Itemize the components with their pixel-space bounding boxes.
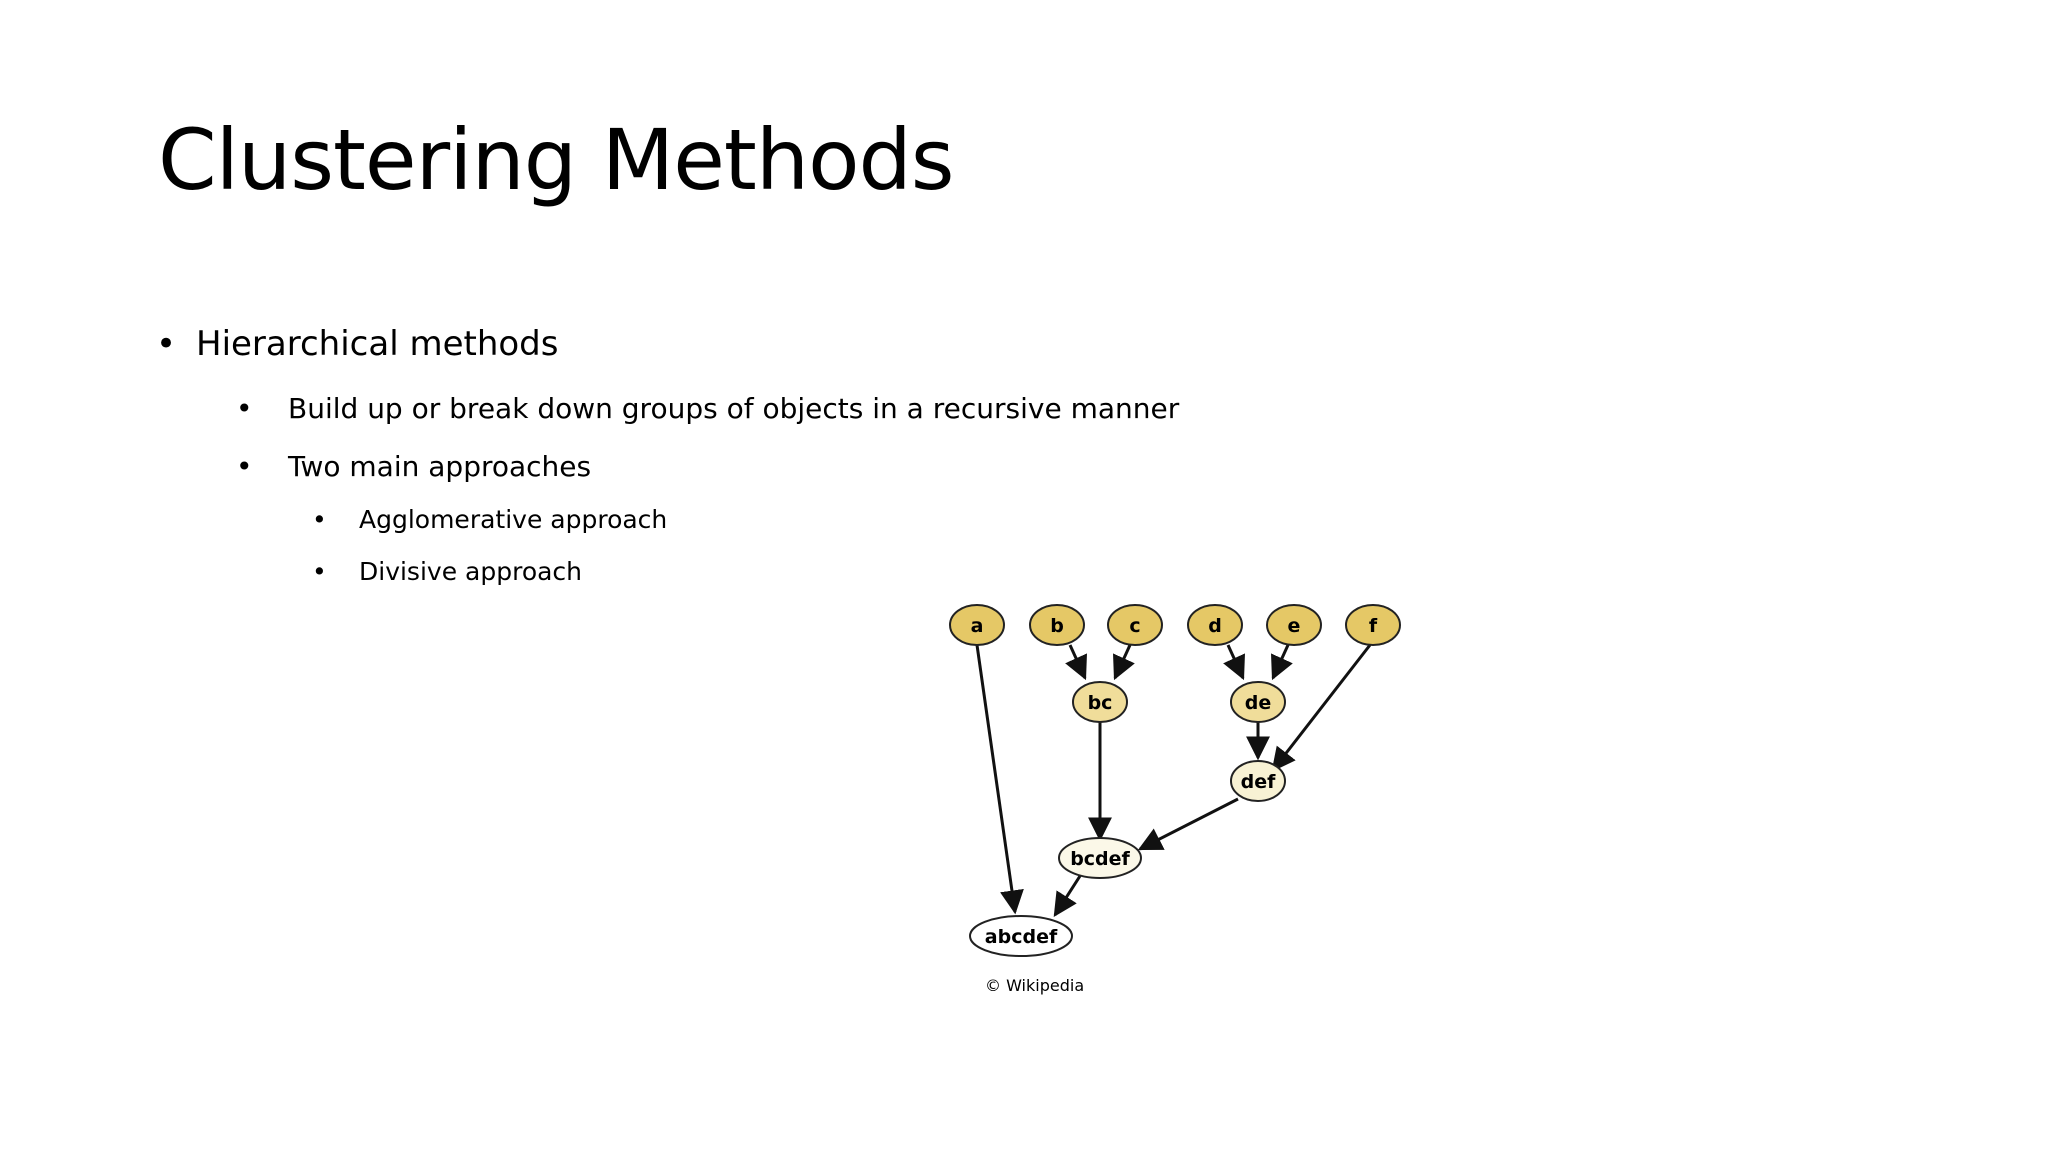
node-label-def: def bbox=[1240, 771, 1276, 793]
node-abcdef bbox=[970, 916, 1072, 956]
node-label-bcdef: bcdef bbox=[1070, 848, 1130, 870]
node-label-a: a bbox=[970, 615, 984, 637]
node-bc bbox=[1073, 682, 1127, 722]
bullet-text: Build up or break down groups of objects in a recursive manner bbox=[288, 392, 1180, 425]
node-label-bc: bc bbox=[1087, 692, 1113, 714]
hierarchical-clustering-diagram bbox=[920, 585, 1440, 995]
bullet-icon: • bbox=[312, 505, 327, 534]
edge-bcdef-abcdef bbox=[1055, 876, 1080, 915]
bullet-hierarchical-methods bbox=[156, 324, 558, 364]
node-def bbox=[1231, 761, 1285, 801]
node-label-c: c bbox=[1129, 615, 1141, 637]
node-de bbox=[1231, 682, 1285, 722]
node-c bbox=[1108, 605, 1162, 645]
node-f bbox=[1346, 605, 1400, 645]
slide-title: Clustering Methods bbox=[158, 111, 954, 209]
bullet-text: Two main approaches bbox=[288, 450, 592, 483]
bullet-build-up bbox=[236, 392, 1179, 425]
node-b bbox=[1030, 605, 1084, 645]
node-label-e: e bbox=[1287, 615, 1301, 637]
edge-def-bcdef bbox=[1140, 799, 1238, 849]
bullet-divisive bbox=[312, 557, 582, 586]
node-d bbox=[1188, 605, 1242, 645]
bullet-icon: • bbox=[236, 450, 253, 483]
bullet-two-approaches bbox=[236, 450, 591, 483]
edge-f-def bbox=[1273, 645, 1370, 770]
bullet-text: Hierarchical methods bbox=[196, 324, 559, 364]
bullet-text: Divisive approach bbox=[359, 557, 583, 586]
node-a bbox=[950, 605, 1004, 645]
node-bcdef bbox=[1059, 838, 1141, 878]
bullet-icon: • bbox=[312, 557, 327, 586]
edge-b-bc bbox=[1070, 645, 1085, 678]
node-label-f: f bbox=[1368, 615, 1378, 637]
image-credit: © Wikipedia bbox=[985, 976, 1085, 995]
node-label-de: de bbox=[1244, 692, 1272, 714]
bullet-icon: • bbox=[236, 392, 253, 425]
edge-d-de bbox=[1228, 645, 1243, 678]
edge-e-de bbox=[1273, 645, 1288, 678]
node-label-d: d bbox=[1208, 615, 1222, 637]
bullet-icon: • bbox=[156, 324, 177, 364]
edge-a-abcdef bbox=[977, 645, 1015, 912]
bullet-agglomerative bbox=[312, 505, 667, 534]
node-label-b: b bbox=[1050, 615, 1064, 637]
edge-c-bc bbox=[1115, 645, 1130, 678]
bullet-text: Agglomerative approach bbox=[359, 505, 668, 534]
node-label-abcdef: abcdef bbox=[984, 926, 1058, 948]
node-e bbox=[1267, 605, 1321, 645]
